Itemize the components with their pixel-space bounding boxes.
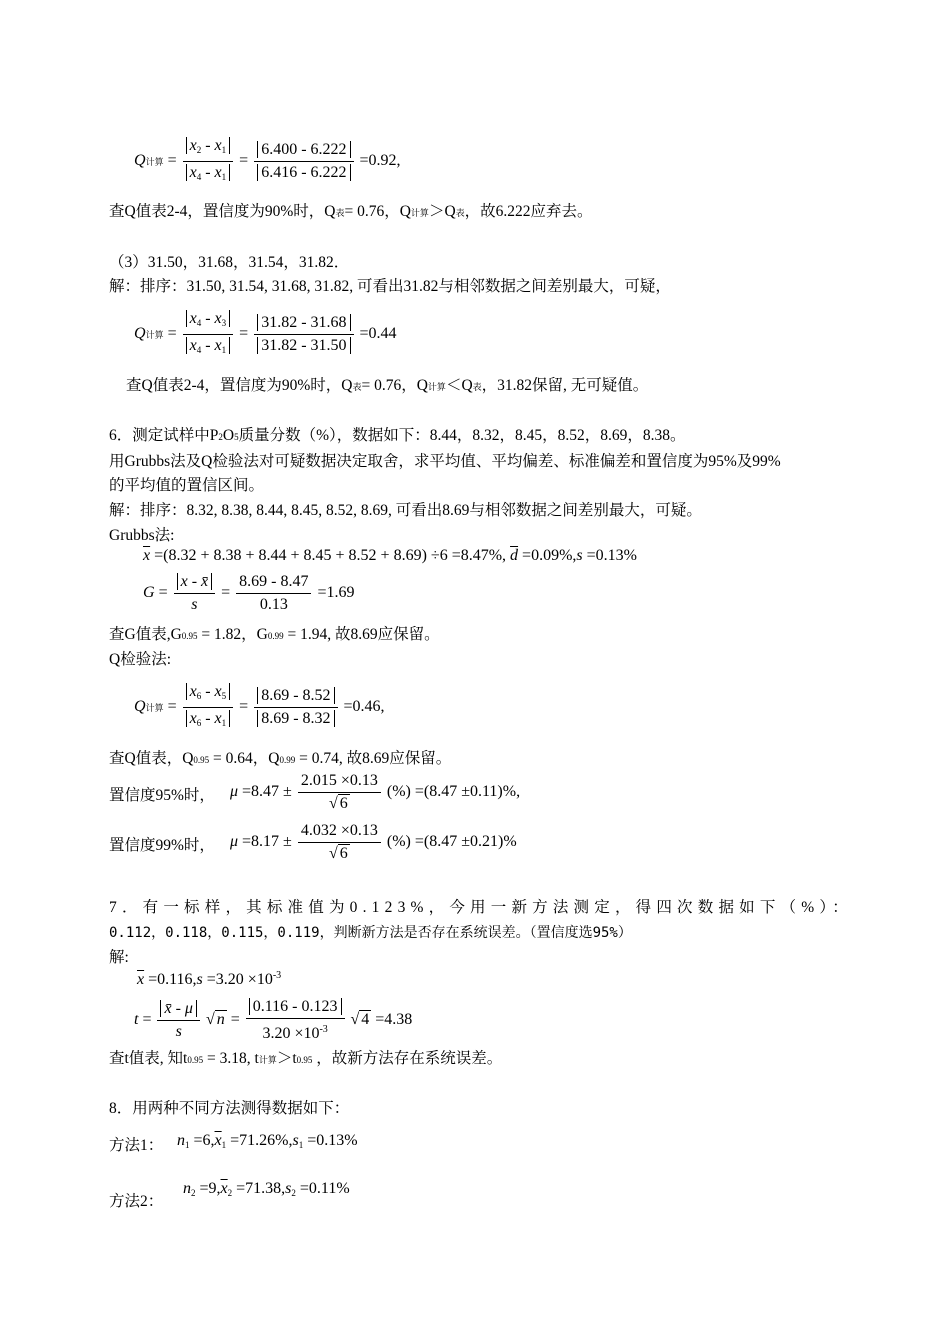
equation-grubbs: G = $\frac{x - x̄}{s}$ = $\frac{8.69 - 8.47}{0.13}$ =1.69	[143, 573, 355, 613]
equation-q-calc-3: Q计算 = $\frac{x_6 - x_5}{x_6 - x_1}$ = $\frac{8.69 - 8.52}{8.69 - 8.32}$ =0.46,	[134, 683, 385, 728]
fraction: $\frac{x_4 - x_3}{x_4 - x_1}$	[183, 308, 234, 361]
fraction-values: $\frac{31.82 - 31.68}{31.82 - 31.50}$	[254, 312, 353, 357]
paragraph: 查Q值表2-4，置信度为90%时，Q表= 0.76，Q计算＜Q表，31.82保留, 无可疑值。	[126, 377, 649, 394]
equation-ci-99: μ =8.17 ± $\frac{4.032 \times 0.13}{√ 6}$ (%) =(8.47 ±0.21)%	[230, 822, 517, 862]
paragraph: 方法1：	[109, 1137, 164, 1154]
paragraph: 置信度95%时，	[109, 787, 215, 804]
paragraph: 查Q值表2-4，置信度为90%时，Q表= 0.76，Q计算＞Q表，故6.222应弃去。	[109, 203, 593, 220]
paragraph: 查t值表, 知t0.95 = 3.18, t计算＞t0.95 ，故新方法存在系统误差。	[109, 1050, 503, 1067]
paragraph: （3）31.50，31.68，31.54，31.82．	[109, 254, 350, 271]
fraction: $\frac{x_2 - x_1}{x_4 - x_1}$	[183, 135, 234, 188]
paragraph: 的平均值的置信区间。	[109, 477, 265, 494]
paragraph: Grubbs法:	[109, 527, 175, 544]
paragraph: 解:	[109, 949, 129, 966]
equation-mean: $\overline{x} =(8.32 + 8.38 + 8.44 + 8.45 + 8.52 + 8.69) \div 6 =8.47\%$, $\overline{d} =0.09\%,s =0.13\%$	[143, 547, 637, 564]
equation-ci-95: μ =8.47 ± $\frac{2.015 \times 0.13}{√ 6}$ (%) =(8.47 ±0.11)%,	[230, 772, 521, 812]
result: =0.92	[359, 152, 397, 170]
paragraph: 8．用两种不同方法测得数据如下：	[109, 1100, 350, 1117]
equation-mean-s: $\overline{x} =0.116,s =3.20 \times 10^{-3}$	[137, 970, 282, 988]
equation-q-calc-2: Q计算 = $\frac{x_4 - x_3}{x_4 - x_1}$ = $\frac{31.82 - 31.68}{31.82 - 31.50}$ =0.44	[134, 308, 397, 361]
equation-method-2: $n_2 =9,\overline{x}_2 =71.38,s_2 =0.11\%$	[183, 1180, 350, 1198]
fraction-values: $\frac{6.400 - 6.222}{6.416 - 6.222}$	[254, 139, 353, 184]
paragraph: 解：排序：8.32, 8.38, 8.44, 8.45, 8.52, 8.69, 可看出8.69与相邻数据之间差别最大，可疑。	[109, 502, 702, 519]
paragraph: 置信度99%时，	[109, 837, 215, 854]
paragraph: 解：排序：31.50, 31.54, 31.68, 31.82, 可看出31.82与相邻数据之间差别最大，可疑，	[109, 278, 671, 295]
equation-q-calc-1: Q计算 = $\frac{x_2 - x_1}{x_4 - x_1}$ = $\frac{6.400 - 6.222}{6.416 - 6.222}$ =0.92,	[134, 135, 401, 188]
paragraph: 查G值表,G0.95 = 1.82，G0.99 = 1.94, 故8.69应保留。	[109, 626, 440, 643]
paragraph: 方法2：	[109, 1193, 164, 1210]
paragraph: 0.112，0.118，0.115，0.119，判断新方法是否存在系统误差。（置信度选95%）	[109, 925, 632, 941]
paragraph: 6．测定试样中P2O5质量分数（%），数据如下：8.44，8.32，8.45，8.52，8.69，8.38。	[109, 427, 686, 444]
paragraph: 查Q值表，Q0.95 = 0.64，Q0.99 = 0.74, 故8.69应保留。	[109, 750, 452, 767]
paragraph: 7．有一标样，其标准值为0.123%，今用一新方法测定，得四次数据如下（%）：	[109, 899, 854, 916]
result: =0.44	[359, 325, 397, 343]
equation-method-1: $n_1 =6,\overline{x}_1 =71.26\%,s_1 =0.13\%$	[177, 1132, 358, 1150]
paragraph: Q检验法:	[109, 651, 172, 668]
paragraph: 用Grubbs法及Q检验法对可疑数据决定取舍，求平均值、平均偏差、标准偏差和置信度为95%及99%	[109, 453, 781, 470]
equation-t-test: t = $\frac{x̄ - \mu}{s}$ √ n = $\frac{0.116 - 0.123}{3.20 \times 10^{-3}}$ √ 4 =4.38	[134, 998, 413, 1042]
